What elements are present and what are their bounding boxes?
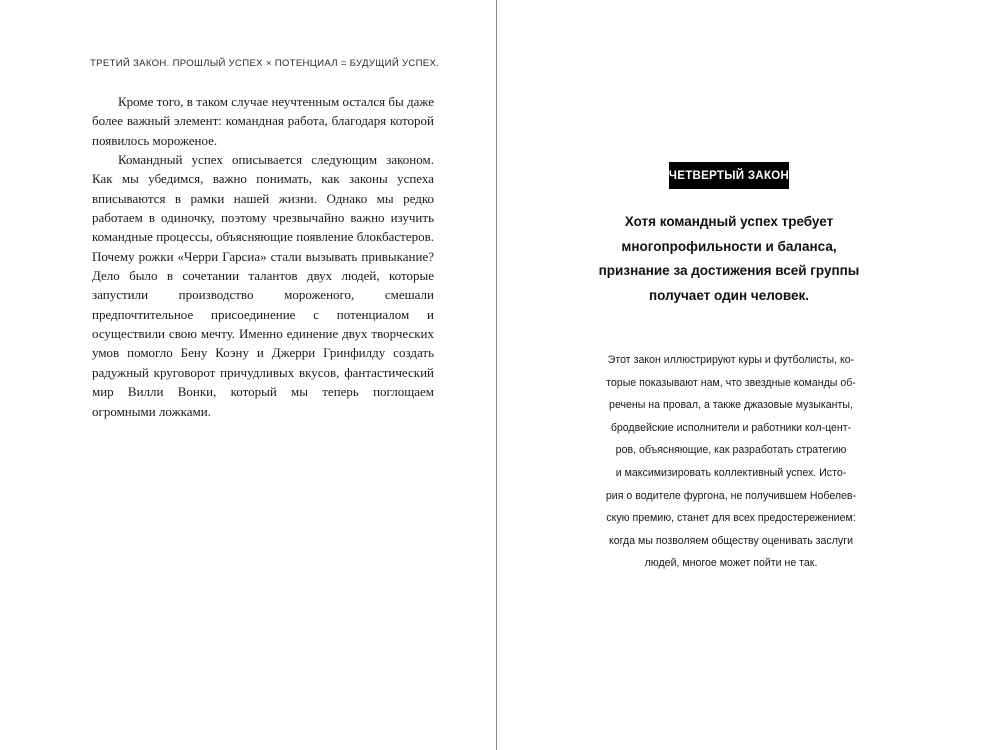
description-line: ров, объясняющие, как разработать стратегию bbox=[615, 444, 847, 457]
description-line: рия о водителе фургона, не получившем Нобелев- bbox=[605, 489, 857, 502]
law-statement-line: признание за достижения всей группы bbox=[598, 263, 860, 278]
paragraph: Командный успех описывается следующим законом. Как мы убедимся, важно понимать, как законы успеха вписываются в рамки нашей жизни. Однако мы редко работаем в одиночку, поэтому чрезвычайно важно изучить командные процессы, объясняющие появление блокбастеров. Почему рожки «Черри Гарсиа» стали вызывать привыкание? Дело было в сочетании талантов двух людей, которые запустили производство мороженого, смешали предпочтительное присоединение с потенциалом и осуществили свою мечту. Именно единение двух творческих умов помогло Бену Коэну и Джерри Гринфилду создать радужный круговорот причудливых вкусов, фантастический мир Вилли Вонки, который мы теперь поглощаем огромными ложками. bbox=[92, 152, 434, 419]
description-line: бродвейские исполнители и работники кол-цент- bbox=[610, 421, 852, 434]
description-line: когда мы позволяем обществу оценивать заслуги bbox=[609, 534, 853, 547]
description-line: речены на провал, а также джазовые музыканты, bbox=[609, 399, 853, 412]
left-page bbox=[0, 0, 496, 750]
law-statement bbox=[579, 210, 879, 308]
description-line: Этот закон иллюстрируют куры и футболисты, ко- bbox=[607, 354, 855, 366]
body-text bbox=[92, 92, 434, 421]
description-line: торые показывают нам, что звездные команды об- bbox=[606, 376, 856, 389]
law-description bbox=[601, 349, 861, 575]
law-title-badge: ЧЕТВЕРТЫЙ ЗАКОН bbox=[669, 162, 789, 189]
description-line: людей, многое может пойти не так. bbox=[644, 557, 818, 570]
law-statement-line: получает один человек. bbox=[649, 287, 809, 303]
running-head: ТРЕТИЙ ЗАКОН. ПРОШЛЫЙ УСПЕХ × ПОТЕНЦИАЛ = БУДУЩИЙ УСПЕХ. bbox=[90, 58, 440, 69]
right-page bbox=[497, 0, 994, 750]
paragraph: Кроме того, в таком случае неучтенным остался бы даже более важный элемент: командная работа, благодаря которой появилось мороженое. bbox=[92, 94, 434, 148]
law-statement-line: многопрофильности и баланса, bbox=[621, 238, 837, 254]
description-line: и максимизировать коллективный успех. Исто- bbox=[615, 466, 847, 479]
description-line: скую премию, станет для всех предостережением: bbox=[606, 512, 856, 525]
law-statement-line: Хотя командный успех требует bbox=[624, 214, 834, 229]
